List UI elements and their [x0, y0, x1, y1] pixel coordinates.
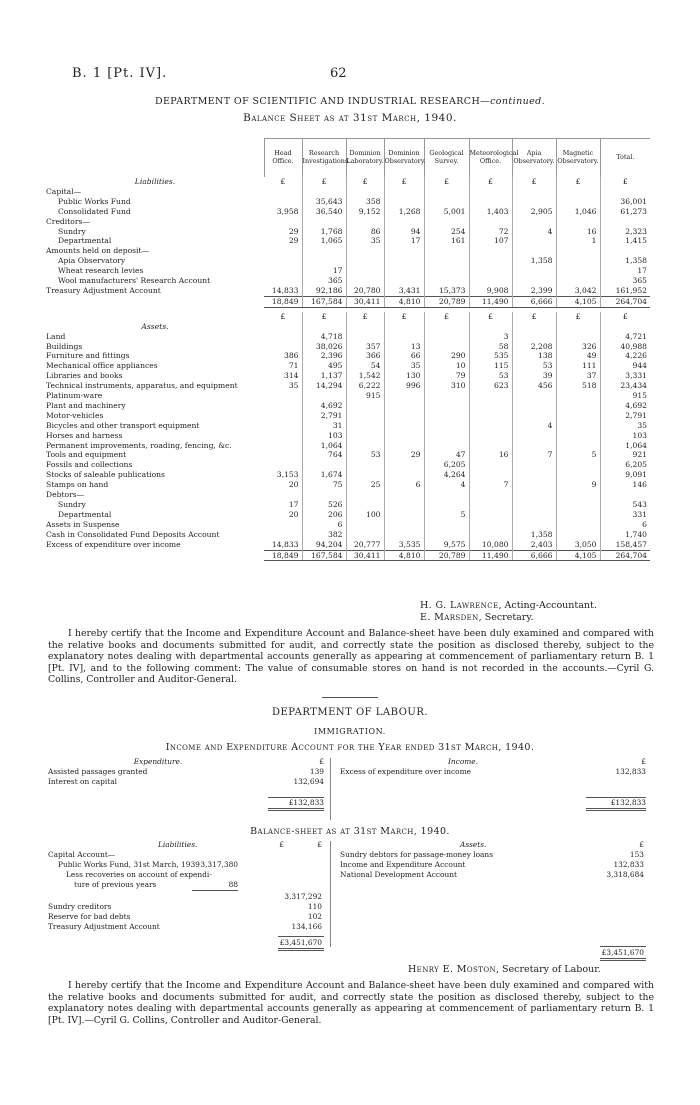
table-row: Capital—: [46, 187, 650, 197]
return-reference: B. 1 [Pt. IV].: [72, 66, 168, 81]
liabilities-heading: Liabilities.: [158, 840, 198, 849]
column-header-row: [46, 139, 650, 178]
page-number: 62: [330, 66, 347, 81]
table-row: Assisted passages granted 139: [48, 767, 324, 776]
expenditure-heading: Expenditure.: [133, 757, 183, 766]
expenditure-total: £132,833: [268, 798, 324, 810]
dsir-balance-sheet-title: Balance Sheet as at 31st March, 1940.: [243, 112, 457, 124]
table-row: Sundry debtors for passage-money loans 153: [340, 850, 644, 859]
table-row: Cash in Consolidated Fund Deposits Account 382 1,358 1,740: [46, 529, 647, 539]
column-header: Magnetic Observatory.: [556, 139, 600, 178]
labour-assets-block: Assets. £ Sundry debtors for passage-money loans 153 Income and Expenditure Account 132,833 National Development Account 3,318,684 £3,451,670: [340, 840, 646, 958]
table-row: Departmental 20 206 100 5 331: [58, 509, 647, 519]
income-total: £132,833: [586, 798, 646, 810]
pwf-value: 3,317,380: [200, 860, 238, 869]
column-header: Apia Observatory.: [512, 139, 556, 178]
table-row: Bicycles and other transport equipment 31 4 35: [46, 420, 647, 430]
table-row: Sundry 17 526 543: [58, 500, 647, 509]
dsir-balance-sheet-table: [46, 138, 650, 565]
table-row: Excess of expenditure over income 132,833: [340, 767, 646, 776]
table-row: National Development Account 3,318,684: [340, 870, 644, 879]
table-row: Fossils and collections 6,205 6,205: [46, 460, 647, 470]
table-row: Technical instruments, apparatus, and equipment 35 14,294 6,222 996 310 623 456 518 23,434: [46, 381, 647, 391]
capital-account-label: Capital Account—: [48, 850, 116, 859]
table-row: Tools and equipment 764 53 29 47 16 7 5 921: [46, 450, 647, 460]
table-row: Departmental 29 1,065 35 17 161 107 1 1,415: [58, 236, 647, 246]
column-header: Dominion Laboratory.: [346, 139, 384, 178]
table-row: Apia Observatory 1,358 1,358: [58, 256, 647, 266]
labour-bs-title: Balance-sheet as at 31st March, 1940.: [250, 826, 450, 837]
column-header: Meteorological Office.: [469, 139, 512, 178]
table-row: Assets in Suspense 6 6: [46, 519, 647, 529]
table-row: Horses and harness 103 103: [46, 430, 647, 440]
labour-signature: Henry E. Moston, Secretary of Labour.: [408, 964, 601, 975]
table-row: Mechanical office appliances 71 495 54 35 10 115 53 111 944: [46, 361, 647, 371]
table-row: Amounts held on deposit—: [46, 246, 650, 256]
separator-rule: [322, 697, 378, 698]
table-row: Buildings 38,026 357 13 58 2,208 326 40,988: [46, 341, 647, 351]
table-row: Income and Expenditure Account 132,833: [340, 860, 644, 869]
table-row: Furniture and fittings 386 2,396 366 66 290 535 138 49 4,226: [46, 351, 647, 361]
liabilities_total-row: 18,849 167,584 30,411 4,810 20,789 11,490 6,666 4,105 264,704: [46, 296, 650, 307]
income-heading: Income.: [448, 757, 478, 766]
table-row: Public Works Fund 35,643 358 36,001: [58, 196, 647, 206]
capital-net-value: 3,317,292: [284, 892, 322, 901]
dsir-title: DEPARTMENT OF SCIENTIFIC AND INDUSTRIAL RESEARCH—continued.: [154, 96, 546, 107]
labour-liabilities-total: £3,451,670: [278, 936, 324, 951]
column-header: Head Office.: [264, 139, 302, 178]
pound-sign: £: [319, 757, 324, 766]
table-row: Treasury Adjustment Account 134,166: [48, 922, 322, 931]
table-row: Debtors—: [46, 490, 650, 500]
table-row: Stamps on hand 20 75 25 6 4 7 9 146: [46, 480, 647, 490]
table-row: Permanent improvements, roading, fencing, &c. 1,064 1,064: [46, 440, 647, 450]
ie-divider: [330, 758, 331, 820]
labour-subtitle: IMMIGRATION.: [314, 727, 386, 736]
labour-expenditure-table: [48, 757, 324, 811]
table-row: Creditors—: [46, 217, 650, 227]
table-row: Motor-vehicles 2,791 2,791: [46, 410, 647, 420]
table-row: Plant and machinery 4,692 4,692: [46, 400, 647, 410]
labour-assets-total: £3,451,670: [600, 946, 646, 961]
assets-heading: Assets.: [460, 840, 487, 849]
liabilities-heading: Liabilities. £ £ £ £ £ £ £ £ £: [134, 177, 628, 186]
column-header: Dominion Observatory.: [384, 139, 424, 178]
pound-row-assets: £ £ £ £ £ £ £ £ £: [46, 312, 650, 322]
dsir-signature-2: E. Marsden, Secretary.: [420, 612, 534, 623]
assets_total-row: 18,849 167,584 30,411 4,810 20,789 11,490 6,666 4,105 264,704: [46, 550, 650, 561]
table-row: Reserve for bad debts 102: [48, 912, 322, 921]
bs-divider: [330, 841, 331, 947]
labour-ie-title: Income and Expenditure Account for the Year ended 31st March, 1940.: [165, 742, 535, 753]
table-row: Platinum-ware 915 915: [46, 391, 647, 401]
table-row: Land 4,718 3 4,721: [46, 331, 647, 341]
table-row: Sundry creditors 110: [48, 902, 322, 911]
table-row: Libraries and books 314 1,137 1,542 130 79 53 39 37 3,331: [46, 371, 647, 381]
labour-liabilities-block: Liabilities. £ £ Capital Account— Public Works Fund, 31st March, 1939 3,317,380 Less recoveries on account of expendi- ture of previous years 88 3,317,292 Sundry creditors 110 Reserve for bad debts 102 Treasury Adjustment Account 134,166 £3,451,670: [48, 840, 324, 948]
column-header: Research Investigations.: [302, 139, 346, 178]
dsir-signature-1: H. G. Lawrence, Acting-Accountant.: [420, 600, 597, 611]
table-row: Consolidated Fund 3,958 36,540 9,152 1,268 5,001 1,403 2,905 1,046 61,273: [58, 206, 647, 216]
table-row: Excess of expenditure over income 14,833 94,204 20,777 3,535 9,575 10,080 2,403 3,050 158,457: [46, 539, 647, 549]
table-row: Wool manufacturers' Research Account 365 365: [58, 276, 647, 286]
labour-audit-certificate: I hereby certify that the Income and Expenditure Account and Balance-sheet have been duly examined and compared with the relative books and documents submitted for audit, and correctly state the position as disclosed thereby, subject to the explanatory notes dealing with departmental accounts generally as appearing at commencement of parliamentary return B. 1 [Pt. IV].—Cyril G. Collins, Controller and Auditor-General.: [48, 980, 654, 1026]
column-header: Geological Survey.: [424, 139, 469, 178]
labour-income-table: Income. £ Excess of expenditure over income 132,833 £132,833: [340, 757, 646, 811]
labour-title: DEPARTMENT OF LABOUR.: [271, 707, 429, 718]
dsir-audit-certificate: I hereby certify that the Income and Expenditure Account and Balance-sheet have been duly examined and compared with the relative books and documents submitted for audit, and correctly state the position as disclosed thereby, subject to the explanatory notes dealing with departmental accounts generally as appearing at commencement of parliamentary return B. 1 [Pt. IV], and to the following comment: The value of consumable stores on hand is not recorded in the accounts.—Cyril G. Collins, Controller and Auditor-General.: [48, 628, 654, 686]
table-row: Treasury Adjustment Account 14,833 92,186 20,780 3,431 15,373 9,908 2,399 3,042 161,952: [46, 285, 647, 296]
column-header: Total.: [600, 139, 650, 178]
table-row: Sundry 29 1,768 86 94 254 72 4 16 2,323: [58, 226, 647, 236]
assets-heading: Assets.: [46, 322, 650, 332]
table-row: Stocks of saleable publications 3,153 1,674 4,264 9,091: [46, 470, 647, 480]
table-row: Wheat research levies 17 17: [58, 266, 647, 276]
table-row: Interest on capital 132,694: [48, 777, 324, 786]
